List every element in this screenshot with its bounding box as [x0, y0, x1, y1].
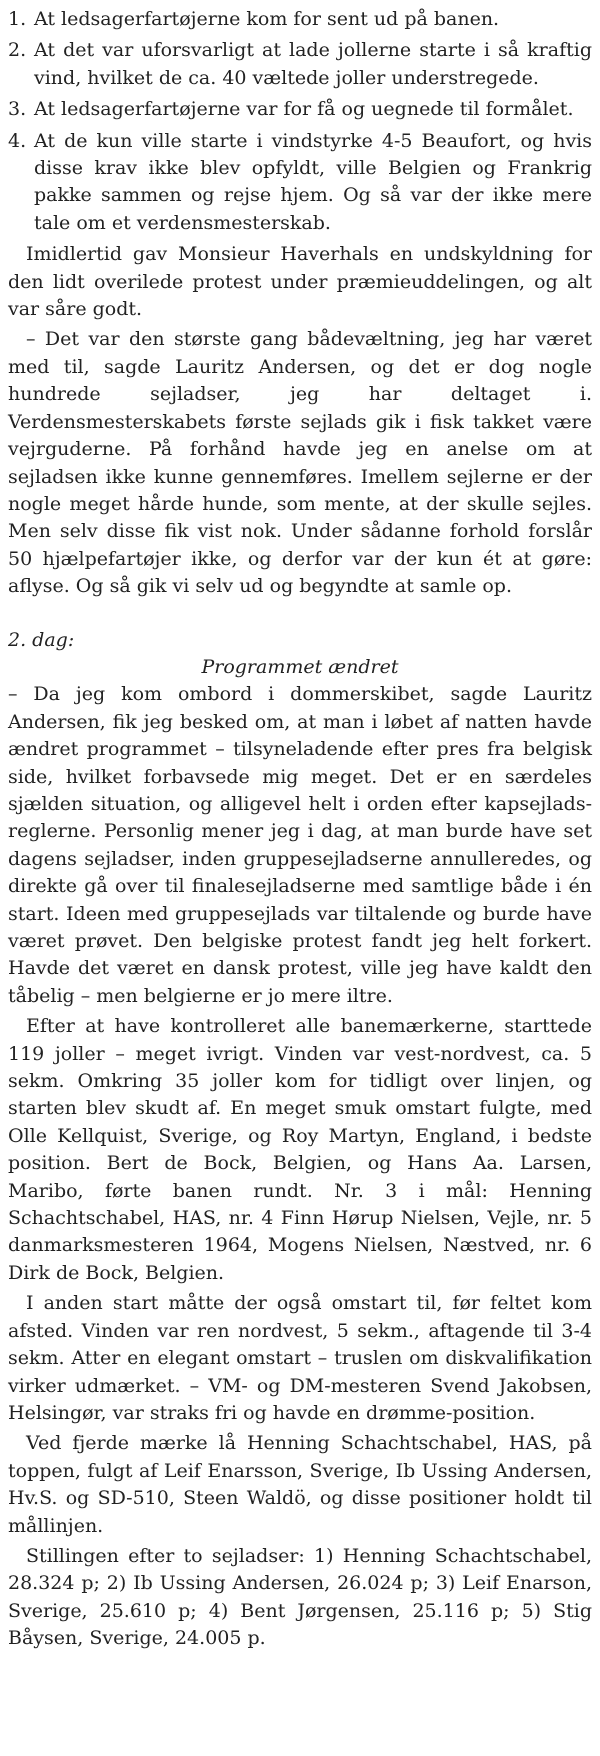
paragraph-first-start: Efter at have kontrolleret alle banemærkerne, starttede 119 joller – meget ivrigt. Vinden var vest-nordvest, ca. 5 sekm. Omkring 35 joller kom for tidligt over linjen, og starten blev skudt af. En meget smuk omstart fulgte, med Olle Kellquist, Sverige, og Roy Martyn, England, i bedste position. Bert de Bock, Belgien, og Hans Aa. Larsen, Maribo, førte banen rundt. Nr. 3 i mål: Henning Schachtschabel, HAS, nr. 4 Finn Hørup Nielsen, Vejle, nr. 5 danmarksmesteren 1964, Mogens Nielsen, Næstved, nr. 6 Dirk de Bock, Belgien.: [8, 1015, 592, 1284]
list-item: [8, 37, 592, 92]
paragraph-second-start: I anden start måtte der også omstart til, før feltet kom afsted. Vinden var ren nordvest, 5 sekm., aftagende til 3-4 sekm. Atter en elegant omstart – truslen om diskvalifikation virker udmærket. – VM- og DM-mesteren Svend Jakobsen, Helsingør, var straks fri og havde en drømme-position.: [8, 1292, 592, 1424]
list-number: 1.: [8, 8, 27, 30]
paragraph-program-change: – Da jeg kom ombord i dommerskibet, sagde Lauritz Andersen, fik jeg besked om, at man i løbet af natten havde ændret programmet – tilsyneladende efter pres fra belgisk side, hvilket forbavsede mig meget. Det er en særdeles sjælden situation, og alligevel helt i orden efter kapsejlads-reglerne. Personlig mener jeg i dag, at man burde have set dagens sejladser, inden gruppesejladserne annulleredes, og direkte gå over til finalesejladserne med samtlige både i én start. Ideen med gruppesejlads var tiltalende og burde have været prøvet. Den belgiske protest fandt jeg helt forkert. Havde det været en dansk protest, ville jeg have kaldt den tåbelig – men belgierne er jo mere iltre.: [8, 683, 592, 1007]
list-number: 3.: [8, 98, 27, 121]
list-text: At ledsagerfartøjerne kom for sent ud på banen.: [34, 8, 500, 30]
list-text: At det var uforsvarligt at lade jollerne starte i så kraftig vind, hvilket de ca. 40 væltede joller understregede.: [34, 39, 592, 89]
list-item: [8, 128, 592, 238]
paragraph-fourth-mark: Ved fjerde mærke lå Henning Schachtschabel, HAS, på toppen, fulgt af Leif Enarsson, Sverige, Ib Ussing Andersen, Hv.S. og SD-510, Steen Waldö, og disse positioner holdt til mållinjen.: [8, 1432, 592, 1537]
protest-list: [8, 6, 592, 237]
subheading-program-changed: Programmet ændret: [201, 655, 399, 678]
list-text: At de kun ville starte i vindstyrke 4-5 Beaufort, og hvis disse krav ikke blev opfyldt, ville Belgien og Frankrig pakke sammen og rejse hjem. Og så var der ikke mere tale om et verdensmesterskab.: [34, 129, 592, 234]
list-text: At ledsagerfartøjerne var for få og uegnede til formålet.: [34, 98, 574, 121]
section-label-day-2: 2. dag:: [8, 628, 75, 651]
paragraph-standings: Stillingen efter to sejladser: 1) Henning Schachtschabel, 28.324 p; 2) Ib Ussing Andersen, 26.024 p; 3) Leif Enarson, Sverige, 25.610 p; 4) Bent Jørgensen, 25.116 p; 5) Stig Båysen, Sverige, 24.005 p.: [8, 1544, 592, 1650]
list-number: 2.: [8, 39, 27, 62]
paragraph-apology: Imidlertid gav Monsieur Haverhals en undskyldning for den lidt overilede protest under præmieuddelingen, og alt var såre godt.: [8, 243, 592, 321]
list-item: [8, 6, 592, 33]
list-number: 4.: [8, 129, 27, 152]
list-item: [8, 96, 592, 123]
paragraph-quote-andersen: – Det var den største gang bådevæltning, jeg har været med til, sagde Lauritz Andersen, og det er dog nogle hundrede sejladser, jeg har deltaget i. Verdensmesterskabets første sejlads gik i fisk takket være vejrguderne. På forhånd havde jeg en anelse om at sejladsen ikke kunne gennemføres. Imellem sejlerne er der nogle meget hårde hunde, som mente, at der skulle sejles. Men selv disse fik vist nok. Under sådanne forhold forslår 50 hjælpefartøjer ikke, og derfor var der kun ét at gøre: aflyse. Og så gik vi selv ud og begyndte at samle op.: [8, 328, 592, 598]
